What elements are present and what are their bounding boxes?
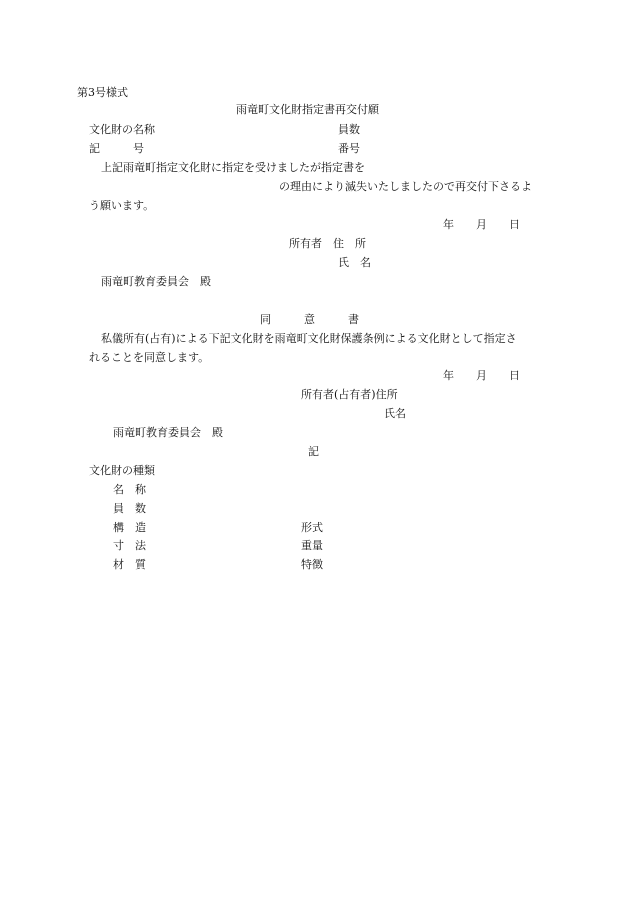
field-dimensions: 寸 法 — [113, 539, 146, 552]
reissue-owner-address: 所有者 住 所 — [289, 237, 366, 250]
consent-owner-address: 所有者(占有者)住所 — [301, 388, 398, 401]
ki-label: 記 — [308, 445, 319, 458]
field-material: 材 質 — [113, 558, 146, 571]
type-label: 文化財の種類 — [89, 464, 155, 477]
reissue-addressee: 雨竜町教育委員会 殿 — [101, 275, 211, 288]
field-form: 形式 — [301, 521, 323, 534]
field-features: 特徴 — [301, 558, 323, 571]
reissue-body-line1: 上記雨竜町指定文化財に指定を受けましたが指定書を — [101, 161, 365, 174]
consent-title: 同 意 書 — [260, 313, 359, 326]
number-label: 番号 — [338, 142, 360, 155]
symbol-label: 記 号 — [89, 142, 144, 155]
field-weight: 重量 — [301, 539, 323, 552]
reissue-body-line3: う願います。 — [89, 199, 155, 212]
reissue-body-line2: の理由により滅失いたしましたので再交付下さるよ — [279, 180, 532, 193]
count-label: 員数 — [338, 123, 360, 136]
consent-date: 年 月 日 — [443, 369, 520, 382]
consent-owner-name: 氏名 — [384, 407, 406, 420]
field-structure: 構 造 — [113, 521, 146, 534]
field-name: 名 称 — [113, 483, 146, 496]
reissue-date: 年 月 日 — [443, 218, 520, 231]
consent-body-line2: れることを同意します。 — [89, 351, 210, 364]
consent-body-line1: 私儀所有(占有)による下記文化財を雨竜町文化財保護条例による文化財として指定さ — [101, 332, 517, 345]
consent-addressee: 雨竜町教育委員会 殿 — [113, 426, 223, 439]
reissue-title: 雨竜町文化財指定書再交付願 — [236, 103, 379, 116]
field-count: 員 数 — [113, 502, 146, 515]
name-label: 文化財の名称 — [89, 123, 155, 136]
form-number: 第3号様式 — [77, 86, 128, 99]
reissue-owner-name: 氏 名 — [338, 256, 371, 269]
